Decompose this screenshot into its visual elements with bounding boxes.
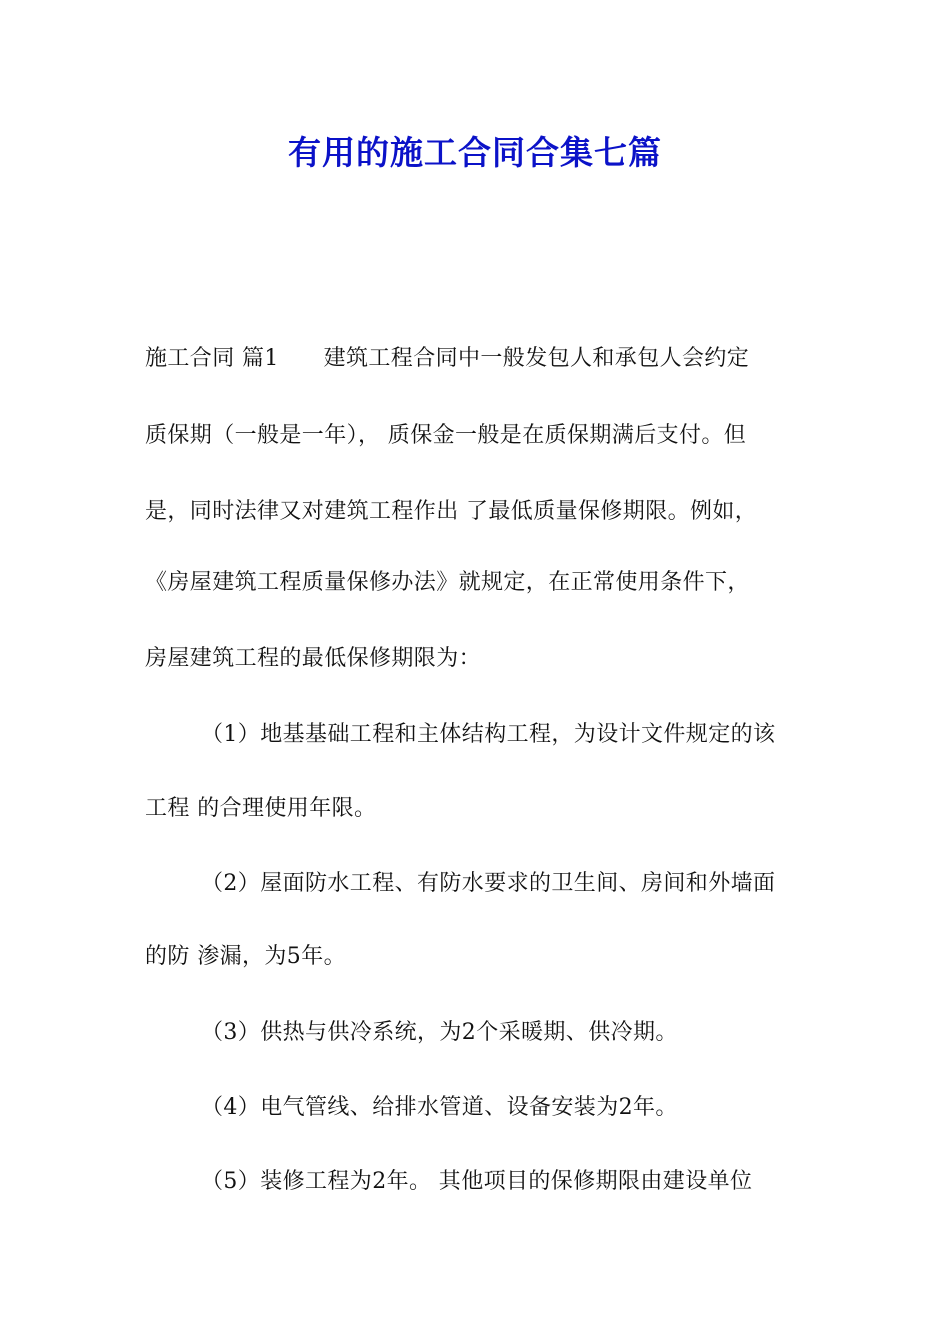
paragraph-line: 工程 的合理使用年限。 bbox=[145, 796, 377, 821]
paragraph-line: 施工合同 篇1 建筑工程合同中一般发包人和承包人会约定 bbox=[145, 346, 750, 371]
paragraph-line: 房屋建筑工程的最低保修期限为： bbox=[145, 646, 482, 671]
list-item-line: （5）装修工程为2年。 其他项目的保修期限由建设单位 bbox=[201, 1169, 753, 1194]
document-title: 有用的施工合同合集七篇 bbox=[288, 133, 662, 172]
paragraph-line: 的防 渗漏，为5年。 bbox=[145, 944, 346, 969]
list-item-line: （1）地基基础工程和主体结构工程，为设计文件规定的该 bbox=[201, 722, 776, 747]
paragraph-line: 是，同时法律又对建筑工程作出 了最低质量保修期限。例如， bbox=[145, 499, 758, 524]
list-item-line: （2）屋面防水工程、有防水要求的卫生间、房间和外墙面 bbox=[201, 871, 776, 896]
paragraph-line: 质保期（一般是一年）， 质保金一般是在质保期满后支付。但 bbox=[145, 423, 747, 448]
list-item-line: （4）电气管线、给排水管道、设备安装为2年。 bbox=[201, 1095, 678, 1120]
list-item-line: （3）供热与供冷系统，为2个采暖期、供冷期。 bbox=[201, 1020, 678, 1045]
paragraph-line: 《房屋建筑工程质量保修办法》就规定，在正常使用条件下， bbox=[145, 570, 750, 595]
